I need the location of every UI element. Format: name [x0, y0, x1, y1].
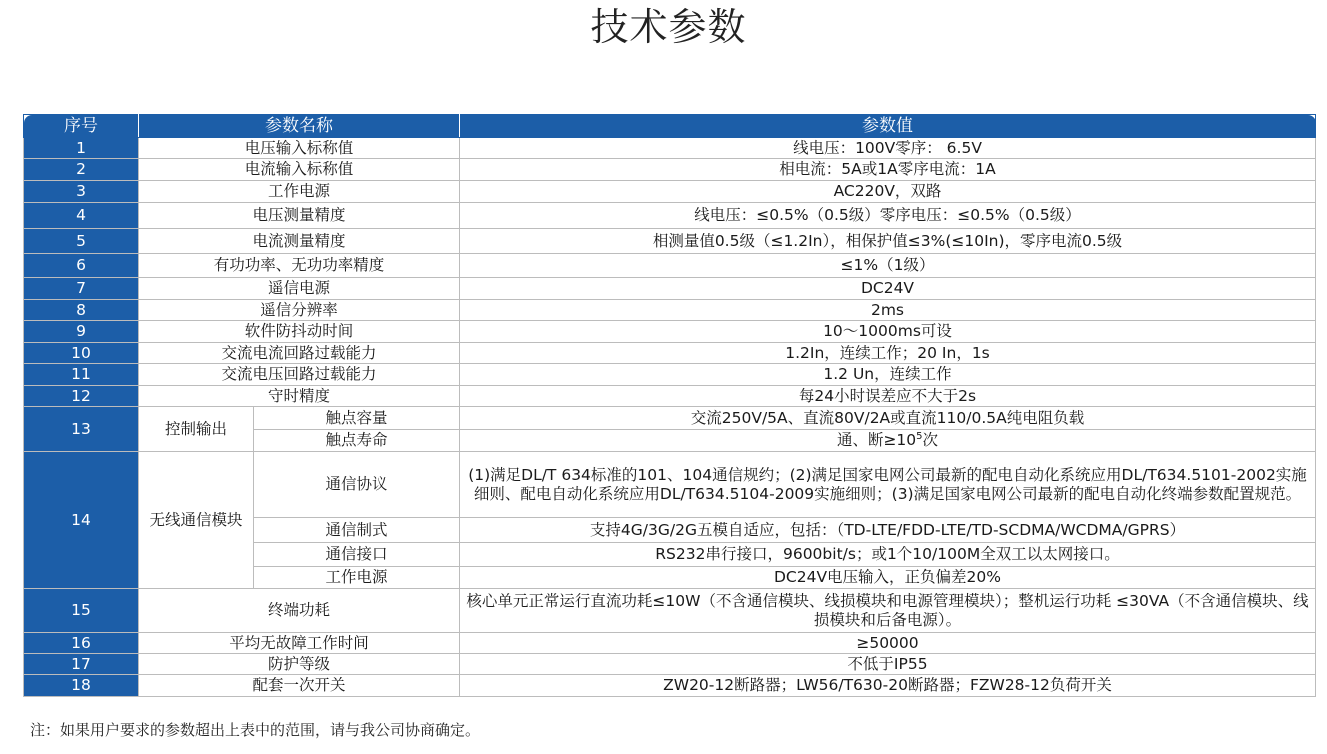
param-value: RS232串行接口，9600bit/s；或1个10/100M全双工以太网接口。	[460, 543, 1316, 567]
param-value: AC220V，双路	[460, 181, 1316, 203]
param-group: 无线通信模块	[139, 452, 254, 589]
row-index: 7	[24, 278, 139, 300]
param-name: 遥信电源	[139, 278, 460, 300]
param-name: 电流输入标称值	[139, 159, 460, 181]
table-row	[24, 203, 1316, 229]
param-name: 交流电流回路过载能力	[139, 343, 460, 364]
value-suffix: 次	[922, 431, 939, 449]
param-value: ≥50000	[460, 633, 1316, 654]
param-subname: 工作电源	[254, 567, 460, 589]
table-row	[24, 589, 1316, 633]
row-index: 6	[24, 254, 139, 278]
param-name: 电压输入标称值	[139, 138, 460, 159]
param-value: 1.2 Un，连续工作	[460, 364, 1316, 386]
row-index: 3	[24, 181, 139, 203]
param-value: 2ms	[460, 300, 1316, 321]
table-row	[24, 300, 1316, 321]
table-row	[24, 654, 1316, 675]
parameters-table	[23, 114, 1316, 697]
footnote: 注：如果用户要求的参数超出上表中的范围，请与我公司协商确定。	[30, 721, 481, 739]
row-index: 9	[24, 321, 139, 343]
value-prefix: 通、断≥10	[836, 431, 917, 449]
param-name: 交流电压回路过载能力	[139, 364, 460, 386]
param-name: 软件防抖动时间	[139, 321, 460, 343]
param-value: (1)满足DL/T 634标准的101、104通信规约；(2)满足国家电网公司最新的配电自动化系统应用DL/T634.5101-2002实施细则、配电自动化系统应用DL/T634.5104-2009实施细则；(3)满足国家电网公司最新的配电自动化终端参数配置规范。	[460, 452, 1316, 518]
param-name: 防护等级	[139, 654, 460, 675]
row-index: 13	[24, 407, 139, 452]
param-value: 相电流：5A或1A零序电流：1A	[460, 159, 1316, 181]
param-value: 支持4G/3G/2G五模自适应，包括：（TD-LTE/FDD-LTE/TD-SCDMA/WCDMA/GPRS）	[460, 518, 1316, 543]
param-value: 10～1000ms可设	[460, 321, 1316, 343]
row-index: 4	[24, 203, 139, 229]
param-value: DC24V电压输入，正负偏差20%	[460, 567, 1316, 589]
table-row	[24, 138, 1316, 159]
table-row	[24, 386, 1316, 407]
param-name: 有功功率、无功功率精度	[139, 254, 460, 278]
param-value: 线电压：100V零序： 6.5V	[460, 138, 1316, 159]
table-row	[24, 159, 1316, 181]
param-subname: 通信协议	[254, 452, 460, 518]
row-index: 10	[24, 343, 139, 364]
table-row	[24, 633, 1316, 654]
row-index: 11	[24, 364, 139, 386]
row-index: 8	[24, 300, 139, 321]
param-value: 核心单元正常运行直流功耗≤10W（不含通信模块、线损模块和电源管理模块）；整机运行功耗 ≤30VA（不含通信模块、线损模块和后备电源）。	[460, 589, 1316, 633]
param-subname: 触点容量	[254, 407, 460, 430]
table-row	[24, 675, 1316, 697]
table-row	[24, 278, 1316, 300]
param-value: 线电压：≤0.5%（0.5级）零序电压：≤0.5%（0.5级）	[460, 203, 1316, 229]
table-row	[24, 452, 1316, 518]
table-header-row	[24, 115, 1316, 138]
param-name: 电压测量精度	[139, 203, 460, 229]
param-name: 工作电源	[139, 181, 460, 203]
table-row	[24, 364, 1316, 386]
row-index: 15	[24, 589, 139, 633]
table-row	[24, 181, 1316, 203]
header-name: 参数名称	[139, 115, 460, 138]
param-value: 不低于IP55	[460, 654, 1316, 675]
page-title: 技术参数	[590, 5, 747, 49]
param-subname: 通信接口	[254, 543, 460, 567]
header-value: 参数值	[460, 115, 1316, 138]
param-subname: 触点寿命	[254, 430, 460, 452]
value-superscript: 5	[916, 430, 923, 442]
row-index: 2	[24, 159, 139, 181]
param-name: 守时精度	[139, 386, 460, 407]
param-name: 配套一次开关	[139, 675, 460, 697]
table-row	[24, 343, 1316, 364]
row-index: 18	[24, 675, 139, 697]
row-index: 16	[24, 633, 139, 654]
param-value: 交流250V/5A、直流80V/2A或直流110/0.5A纯电阻负载	[460, 407, 1316, 430]
row-index: 12	[24, 386, 139, 407]
header-index: 序号	[24, 115, 139, 138]
table-row	[24, 254, 1316, 278]
row-index: 5	[24, 229, 139, 254]
row-index: 17	[24, 654, 139, 675]
param-name: 终端功耗	[139, 589, 460, 633]
param-group: 控制输出	[139, 407, 254, 452]
param-name: 电流测量精度	[139, 229, 460, 254]
row-index: 1	[24, 138, 139, 159]
param-subname: 通信制式	[254, 518, 460, 543]
param-value: 1.2In，连续工作；20 In，1s	[460, 343, 1316, 364]
param-value: ≤1%（1级）	[460, 254, 1316, 278]
table-row	[24, 321, 1316, 343]
param-name: 遥信分辨率	[139, 300, 460, 321]
table-row	[24, 229, 1316, 254]
param-value: 每24小时误差应不大于2s	[460, 386, 1316, 407]
table-row	[24, 407, 1316, 430]
param-value	[460, 430, 1316, 452]
param-value: ZW20-12断路器；LW56/T630-20断路器；FZW28-12负荷开关	[460, 675, 1316, 697]
param-name: 平均无故障工作时间	[139, 633, 460, 654]
row-index: 14	[24, 452, 139, 589]
param-value: DC24V	[460, 278, 1316, 300]
param-value: 相测量值0.5级（≤1.2In），相保护值≤3%(≤10In)，零序电流0.5级	[460, 229, 1316, 254]
